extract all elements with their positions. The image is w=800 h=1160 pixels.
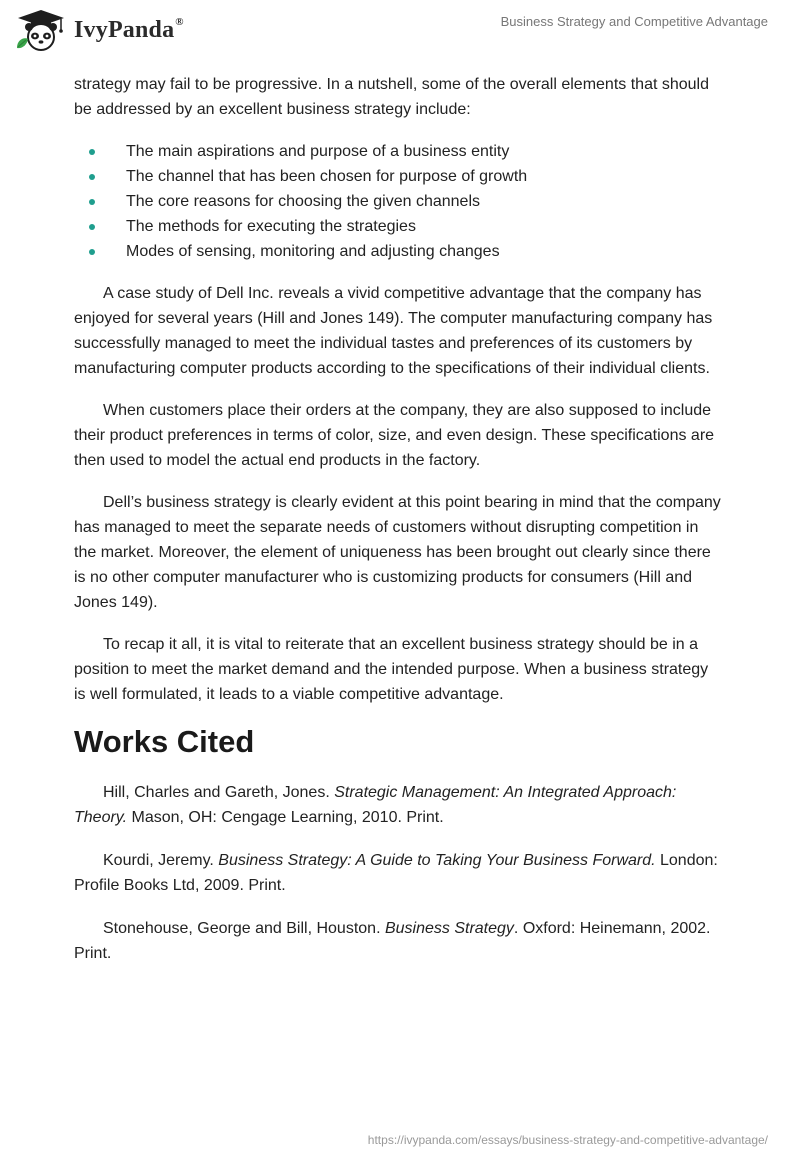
logo-text: IvyPanda® — [74, 16, 184, 43]
bullet-icon — [89, 224, 95, 230]
essay-body — [74, 72, 724, 984]
intro-paragraph: strategy may fail to be progressive. In a nutshell, some of the overall elements that should be addressed by an excellent business strategy include: — [74, 76, 709, 118]
body-paragraph: Dell’s business strategy is clearly evident at this point bearing in mind that the company has managed to meet the separate needs of customers without disrupting competition in the market. Moreover, the element of uniqueness has been brought out clearly since there is no other computer manufacturer who is customizing products for consumers (Hill and Jones 149). — [74, 494, 721, 611]
body-paragraph: When customers place their orders at the company, they are also supposed to include their product preferences in terms of color, size, and even design. These specifications are then used to model the actual end products in the factory. — [74, 402, 715, 469]
citation-entry: Kourdi, Jeremy. Business Strategy: A Guide to Taking Your Business Forward. London: Profile Books Ltd, 2009. Print. — [74, 852, 718, 894]
citation-entry: Stonehouse, George and Bill, Houston. Business Strategy. Oxford: Heinemann, 2002. Print. — [74, 920, 711, 962]
body-paragraph: A case study of Dell Inc. reveals a vivid competitive advantage that the company has enjoyed for several years (Hill and Jones 149). The computer manufacturing company has successfully managed to meet the individual tastes and preferences of its customers by manufacturing computer products according to the specifications of their individual clients. — [74, 285, 713, 377]
list-item: The main aspirations and purpose of a business entity — [74, 139, 724, 164]
bullet-icon — [89, 249, 95, 255]
bullet-icon — [89, 174, 95, 180]
ivypanda-logo[interactable] — [14, 8, 184, 52]
list-item: The channel that has been chosen for purpose of growth — [74, 164, 724, 189]
panda-graduate-icon — [14, 8, 68, 52]
list-item: Modes of sensing, monitoring and adjusting changes — [74, 239, 724, 264]
works-cited-heading: Works Cited — [74, 724, 255, 759]
source-url[interactable]: https://ivypanda.com/essays/business-strategy-and-competitive-advantage/ — [367, 1133, 768, 1147]
elements-list — [74, 139, 724, 264]
list-item: The core reasons for choosing the given channels — [74, 189, 724, 214]
citation-entry: Hill, Charles and Gareth, Jones. Strategic Management: An Integrated Approach: Theory. Mason, OH: Cengage Learning, 2010. Print. — [74, 784, 677, 826]
bullet-icon — [89, 199, 95, 205]
bullet-icon — [89, 149, 95, 155]
document-title: Business Strategy and Competitive Advantage — [500, 14, 768, 29]
body-paragraph: To recap it all, it is vital to reiterate that an excellent business strategy should be in a position to meet the market demand and the intended purpose. When a business strategy is well formulated, it leads to a viable competitive advantage. — [74, 636, 709, 703]
list-item: The methods for executing the strategies — [74, 214, 724, 239]
page-header — [0, 0, 800, 60]
